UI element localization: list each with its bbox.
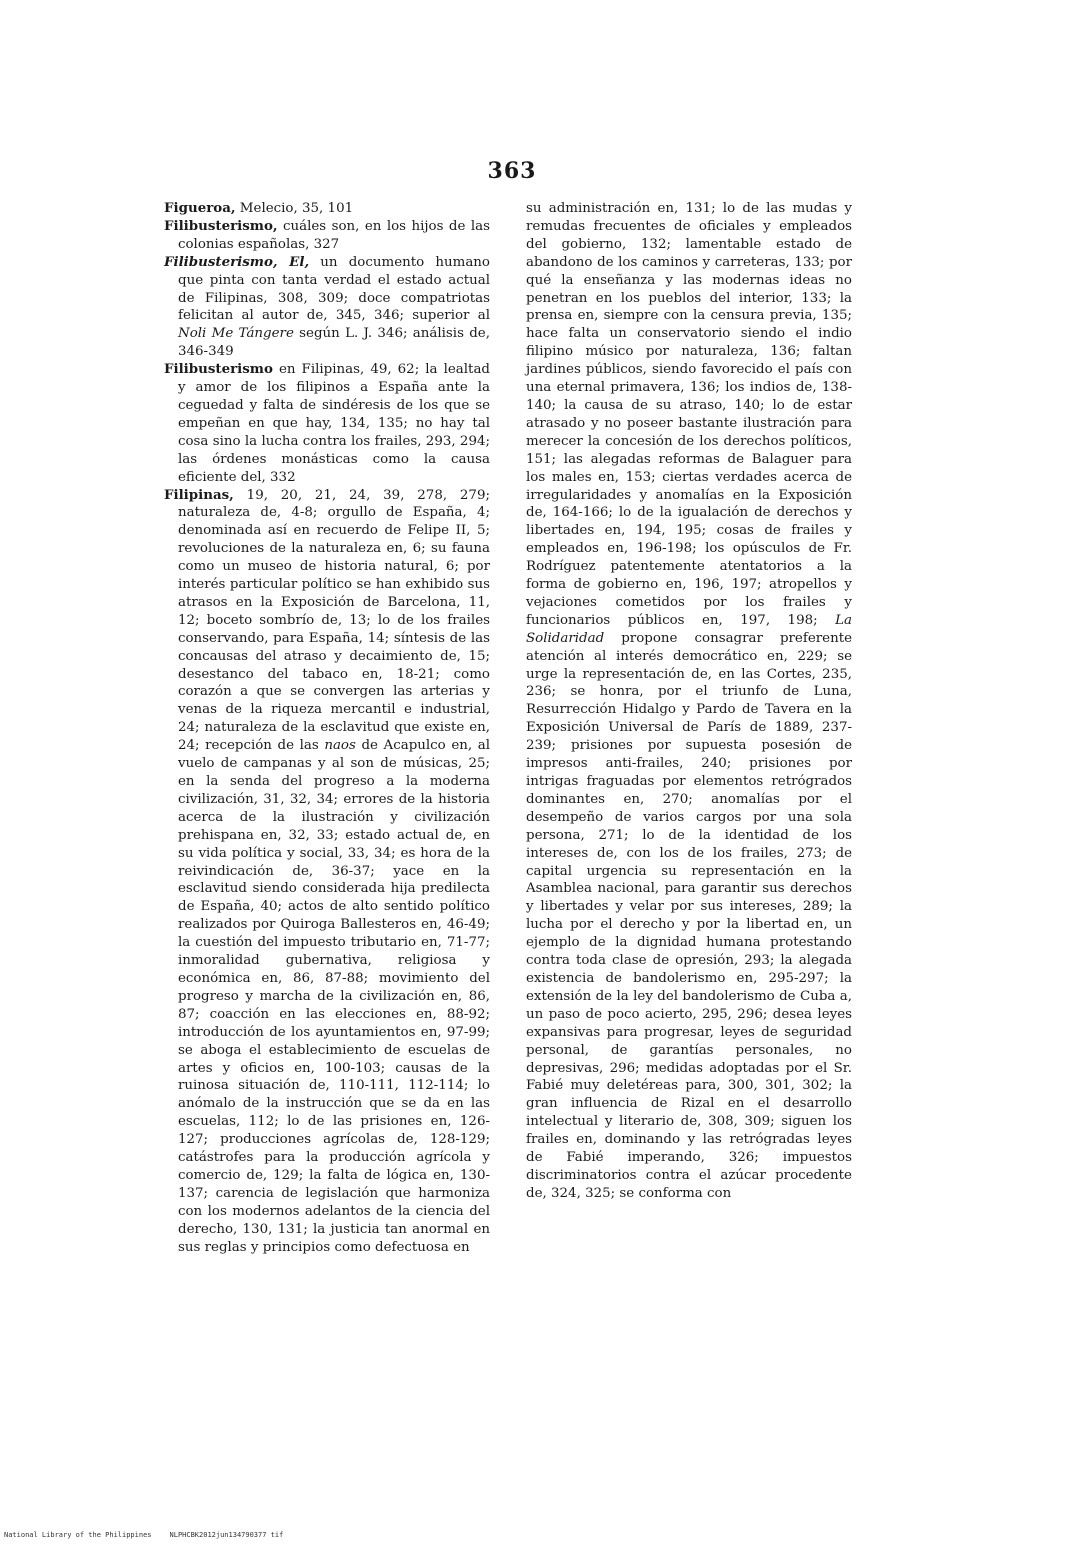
footer-file-code: NLPHCBK2012jun134790377 tif <box>169 1531 284 1539</box>
entry-headword: Filipinas, <box>164 486 234 503</box>
entry-text: 19, 20, 21, 24, 39, 278, 279; naturaleza de, 4-8; orgullo de España, 4; denominada así en recuerdo de Felipe II, 5; revoluciones de la naturaleza en, 6; su fauna como un museo de historia natural, 6; por interés particular político se han exhibido sus atrasos en la Exposición de Barcelona, 11, 12; boceto sombrío de, 13; lo de los frailes conservando, para España, 14; síntesis de las concausas del atraso y decaimiento de, 15; desestanco del tabaco en, 18-21; como corazón a que se convergen las arterias y venas de la riqueza mercantil e industrial, 24; naturaleza de la esclavitud que existe en, 24; recepción de las <box>178 487 490 754</box>
entry-headword: Figueroa, <box>164 200 236 216</box>
index-entry-filipinas <box>164 487 490 1257</box>
scan-footer <box>4 1531 283 1539</box>
entry-italic-word: naos <box>324 738 356 754</box>
entry-text: Melecio, 35, 101 <box>235 201 354 216</box>
entry-text-tail: de Acapulco en, al vuelo de campanas y al son de músicas, 25; en la senda del progreso a la moderna civilización, 31, 32, 34; errores de la historia acerca de la ilustración y civilización prehispana en, 32, 33; estado actual de, en su vida política y social, 33, 34; es hora de la reivindicación de, 36-37; yace en la esclavitud siendo considerada hija predilecta de España, 40; actos de alto sentido político realizados por Quiroga Ballesteros en, 46-49; la cuestión del impuesto tributario en, 71-77; inmoralidad gubernativa, religiosa y económica en, 86, 87-88; movimiento del progreso y marcha de la civilización en, 86, 87; coacción en las elecciones en, 88-92; introducción de los ayuntamientos en, 97-99; se aboga el establecimiento de escuelas de artes y oficios en, 100-103; causas de la ruinosa situación de, 110-111, 112-114; lo anómalo de la instrucción que se da en las escuelas, 112; lo de las prisiones en, 126-127; producciones agrícolas de, 128-129; catástrofes para la producción agrícola y comercio de, 129; la falta de lógica en, 130-137; carencia de legislación que harmoniza con los modernos adelantos de la ciencia del derecho, 130, 131; la justicia tan anormal en sus reglas y principios como defectuosa en <box>178 738 490 1255</box>
entry-text-tail: propone consagrar preferente atención al interés democrático en, 229; se urge la representación de, en las Cortes, 235, 236; se honra, por el triunfo de Luna, Resurrección Hidalgo y Pardo de Tavera en la Exposición Universal de París de 1889, 237-239; prisiones por supuesta posesión de impresos anti-frailes, 240; prisiones por intrigas fraguadas por elementos retrógrados dominantes en, 270; anomalías por el desempeño de varios cargos por una sola persona, 271; lo de la identidad de los intereses de, con los de los frailes, 273; de capital urgencia su representación en la Asamblea nacional, para garantir sus derechos y libertades y velar por sus intereses, 289; la lucha por el derecho y por la libertad en, un ejemplo de la dignidad humana protestando contra toda clase de opresión, 293; la alegada existencia de bandolerismo en, 295-297; la extensión de la ley del bandolerismo de Cuba a, un paso de poco acierto, 295, 296; desea leyes expansivas para progresar, leyes de seguridad personal, de garantías personales, no depresivas, 296; medidas adoptadas por el Sr. Fabié muy deletéreas para, 300, 301, 302; la gran influencia de Rizal en el desarrollo intelectual y literario de, 308, 309; siguen los frailes en, dominando y las retrógradas leyes de Fabié imperando, 326; impuestos discriminatorios contra el azúcar procedente de, 324, 325; se conforma con <box>526 630 852 1201</box>
right-column <box>526 200 852 1203</box>
entry-headword: Filibusterismo <box>164 361 273 378</box>
entry-text: un documento humano que pinta con tanta verdad el estado actual de Filipinas, 308, 309; doce compatriotas felicitan al autor de, 345, 346; superior al <box>178 254 490 324</box>
index-entry-filibusterismo-el <box>164 254 490 361</box>
entry-italic-title: La Solidaridad <box>526 612 852 646</box>
index-entry-continuation <box>526 200 852 1203</box>
left-column <box>164 200 490 1256</box>
entry-headword: Filibusterismo, El, <box>164 253 310 270</box>
index-entry-filibusterismo-en-filipinas <box>164 361 490 486</box>
entry-text-tail: según L. J. 346; análisis de, 346-349 <box>178 326 490 360</box>
page-number: 363 <box>487 158 537 184</box>
entry-text: su administración en, 131; lo de las mudas y remudas frecuentes de oficiales y empleados del gobierno, 132; lamentable estado de abandono de los caminos y carreteras, 133; por qué la enseñanza y las modernas ideas no penetran en los pueblos del interior, 133; la prensa en, siempre con la censura previa, 135; hace falta un conservatorio siendo el indio filipino músico por naturaleza, 136; faltan jardines públicos, siendo favorecido el país con una eternal primavera, 136; los indios de, 138-140; la causa de su atraso, 140; lo de estar atrasado y no poseer bastante ilustración para merecer la concesión de los derechos políticos, 151; las alegadas reformas de Balaguer para los males en, 153; ciertas verdades acerca de irregularidades y anomalías en la Exposición de, 164-166; lo de la igualación de derechos y libertades en, 194, 195; cosas de frailes y empleados en, 196-198; los opúsculos de Fr. Rodríguez patentemente atentatorios a la forma de gobierno en, 196, 197; atropellos y vejaciones cometidos por los frailes y funcionarios públicos en, 197, 198; <box>526 201 852 628</box>
entry-headword: Filibusterismo, <box>164 217 278 234</box>
footer-library: National Library of the Philippines <box>4 1531 152 1539</box>
entry-text: cuáles son, en los hijos de las colonias españolas, 327 <box>178 218 490 252</box>
entry-italic-title: Noli Me Tángere <box>178 326 294 342</box>
entry-text: en Filipinas, 49, 62; la lealtad y amor de los filipinos a España ante la ceguedad y falta de sindéresis de los que se empeñan en que hay, 134, 135; no hay tal cosa sino la lucha contra los frailes, 293, 294; las órdenes monásticas como la causa eficiente del, 332 <box>178 362 490 485</box>
index-entry-filibusterismo-cuales <box>164 218 490 254</box>
index-entry-figueroa <box>164 200 490 218</box>
